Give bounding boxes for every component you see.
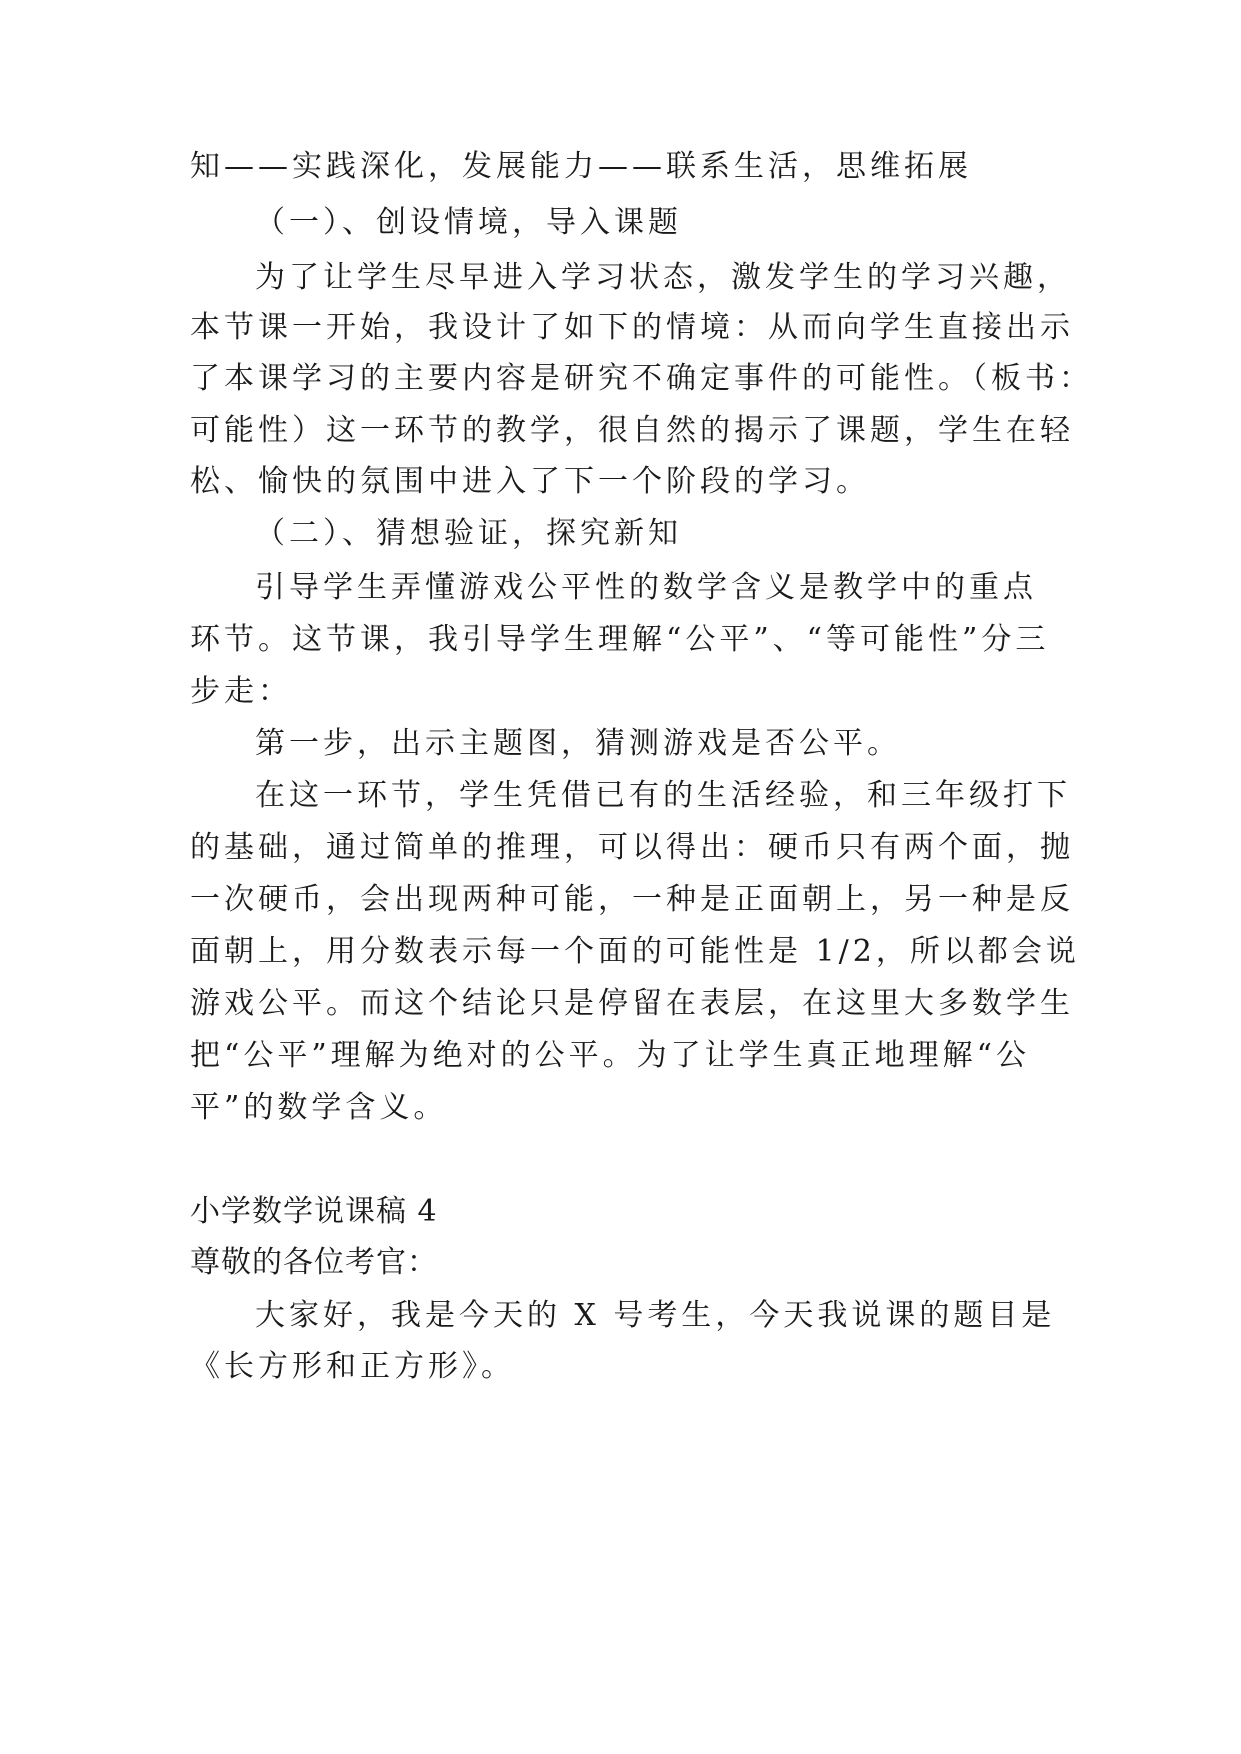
text-line: 面朝上，用分数表示每一个面的可能性是 1/2，所以都会说	[190, 934, 1080, 969]
section-heading: （二）、猜想验证，探究新知	[255, 516, 682, 551]
text-line: 大家好，我是今天的 X 号考生，今天我说课的题目是	[255, 1298, 1056, 1333]
text-line: 平”的数学含义。	[190, 1090, 448, 1125]
text-line: 松、愉快的氛围中进入了下一个阶段的学习。	[190, 464, 870, 499]
text-line: 在这一环节，学生凭借已有的生活经验，和三年级打下	[255, 778, 1071, 813]
text-line: 把“公平”理解为绝对的公平。为了让学生真正地理解“公	[190, 1038, 1031, 1073]
text-line: 游戏公平。而这个结论只是停留在表层，在这里大多数学生	[190, 986, 1074, 1021]
text-line: 了本课学习的主要内容是研究不确定事件的可能性。（板书：	[190, 361, 1093, 396]
text-line: 本节课一开始，我设计了如下的情境：从而向学生直接出示	[190, 310, 1074, 345]
text-line: 一次硬币，会出现两种可能，一种是正面朝上，另一种是反	[190, 882, 1074, 917]
document-title: 小学数学说课稿 4	[190, 1194, 438, 1229]
text-line: 第一步，出示主题图，猜测游戏是否公平。	[255, 726, 901, 761]
text-line: 《长方形和正方形》。	[190, 1349, 515, 1384]
text-line: 为了让学生尽早进入学习状态，激发学生的学习兴趣，	[255, 260, 1071, 295]
text-line: 的基础，通过简单的推理，可以得出：硬币只有两个面，抛	[190, 830, 1074, 865]
text-line: 可能性）这一环节的教学，很自然的揭示了课题，学生在轻	[190, 413, 1074, 448]
text-line: 步走：	[190, 674, 292, 709]
text-line: 环节。这节课，我引导学生理解“公平”、“等可能性”分三	[190, 622, 1050, 657]
salutation: 尊敬的各位考官：	[190, 1245, 438, 1280]
section-heading: （一）、创设情境，导入课题	[255, 205, 682, 240]
text-line: 引导学生弄懂游戏公平性的数学含义是教学中的重点	[255, 570, 1037, 605]
text-line: 知——实践深化，发展能力——联系生活，思维拓展	[190, 149, 972, 184]
